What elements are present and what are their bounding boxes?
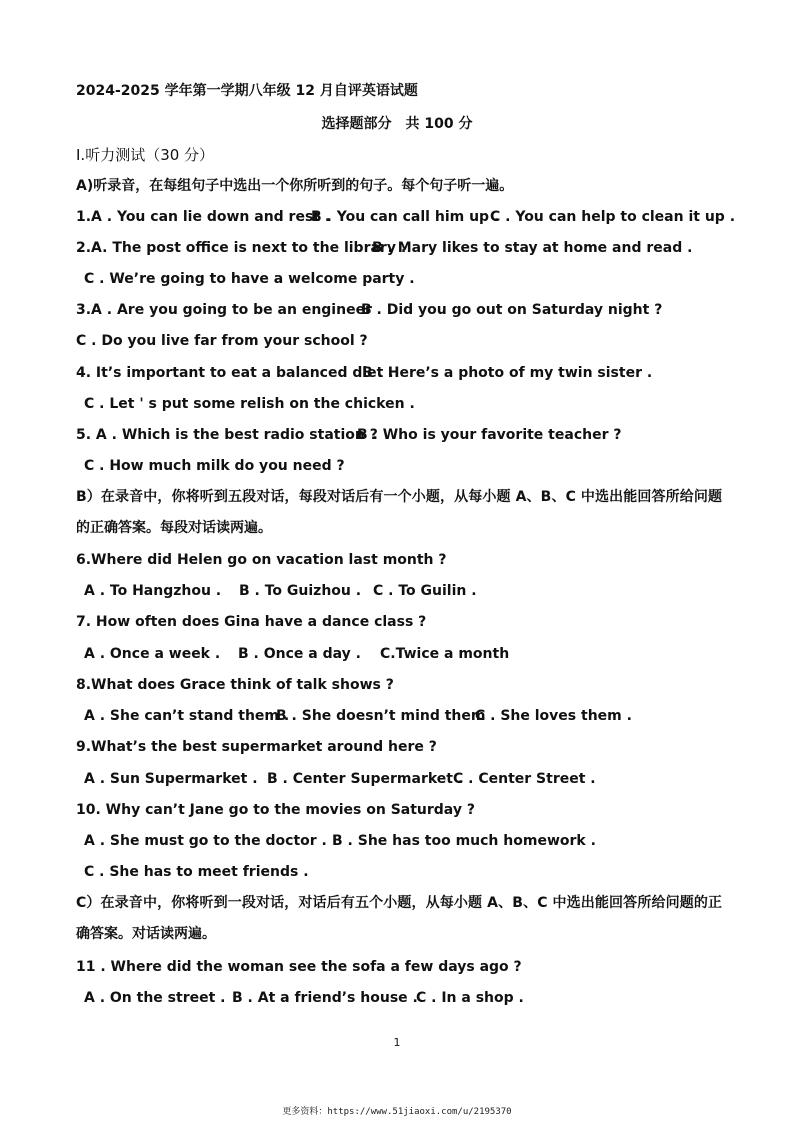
q2-option-b: B . Mary likes to stay at home and read . xyxy=(372,240,693,256)
q1-option-a: 1.A . You can lie down and rest . xyxy=(76,209,331,225)
q10-option-b: B . She has too much homework . xyxy=(332,833,596,849)
q11-option-a: A . On the street . xyxy=(84,990,226,1006)
q6-option-a: A . To Hangzhou . xyxy=(84,583,222,599)
part-c-instruction: C）在录音中，你将听到一段对话，对话后有五个小题，从每小题 A、B、C 中选出能回答所给问题的正确答案。对话读两遍。 xyxy=(76,895,722,942)
q11-stem: 11 . Where did the woman see the sofa a few days ago ? xyxy=(76,959,522,975)
q4-option-b: B . Here’s a photo of my twin sister . xyxy=(362,365,653,381)
q8-option-a: A . She can’t stand them . xyxy=(84,708,290,724)
q4-option-c: C . Let ' s put some relish on the chicken . xyxy=(84,396,415,412)
q1-option-c: C . You can help to clean it up . xyxy=(490,209,736,225)
q9-option-a: A . Sun Supermarket . xyxy=(84,771,258,787)
q8-option-c: C . She loves them . xyxy=(475,708,632,724)
q10-option-a: A . She must go to the doctor . xyxy=(84,833,327,849)
q6-stem: 6.Where did Helen go on vacation last month ? xyxy=(76,552,447,568)
exam-title: 2024-2025 学年第一学期八年级 12 月自评英语试题 xyxy=(76,83,418,99)
part-b-instruction: B）在录音中，你将听到五段对话，每段对话后有一个小题，从每小题 A、B、C 中选出能回答所给问题的正确答案。每段对话读两遍。 xyxy=(76,489,722,536)
q2-option-a: 2.A. The post office is next to the library . xyxy=(76,240,407,256)
part-a-instruction: A)听录音，在每组句子中选出一个你所听到的句子。每个句子听一遍。 xyxy=(76,178,514,194)
q5-option-a: 5. A . Which is the best radio station ? xyxy=(76,427,378,443)
q3-option-c: C . Do you live far from your school ? xyxy=(76,333,368,349)
q5-option-b: B . Who is your favorite teacher ? xyxy=(357,427,622,443)
q1-option-b: B . You can call him up . xyxy=(311,209,500,225)
q8-option-b: B . She doesn’t mind them xyxy=(276,708,486,724)
q7-stem: 7. How often does Gina have a dance class ? xyxy=(76,614,427,630)
q7-option-c: C.Twice a month xyxy=(380,646,510,662)
page-number: 1 xyxy=(393,1036,401,1049)
q9-stem: 9.What’s the best supermarket around here ? xyxy=(76,739,437,755)
q2-option-c: C . We’re going to have a welcome party . xyxy=(84,271,415,287)
q3-option-b: B . Did you go out on Saturday night ? xyxy=(361,302,663,318)
q11-option-b: B . At a friend’s house . xyxy=(232,990,418,1006)
q10-option-c: C . She has to meet friends . xyxy=(84,864,309,880)
q6-option-b: B . To Guizhou . xyxy=(239,583,362,599)
q10-stem: 10. Why can’t Jane go to the movies on Saturday ? xyxy=(76,802,475,818)
q8-stem: 8.What does Grace think of talk shows ? xyxy=(76,677,394,693)
q9-option-b: B . Center Supermarket . xyxy=(267,771,464,787)
section-listening: Ⅰ.听力测试（30 分） xyxy=(76,146,215,164)
q7-option-b: B . Once a day . xyxy=(238,646,361,662)
q5-option-c: C . How much milk do you need ? xyxy=(84,458,345,474)
q3-option-a: 3.A . Are you going to be an engineer xyxy=(76,302,372,318)
q9-option-c: C . Center Street . xyxy=(453,771,596,787)
q7-option-a: A . Once a week . xyxy=(84,646,221,662)
exam-subtitle: 选择题部分 共 100 分 xyxy=(321,116,473,132)
q4-option-a: 4. It’s important to eat a balanced diet . xyxy=(76,365,394,381)
q11-option-c: C . In a shop . xyxy=(416,990,524,1006)
footer-link[interactable]: 更多资料：https://www.51jiaoxi.com/u/2195370 xyxy=(282,1107,512,1117)
q6-option-c: C . To Guilin . xyxy=(373,583,477,599)
